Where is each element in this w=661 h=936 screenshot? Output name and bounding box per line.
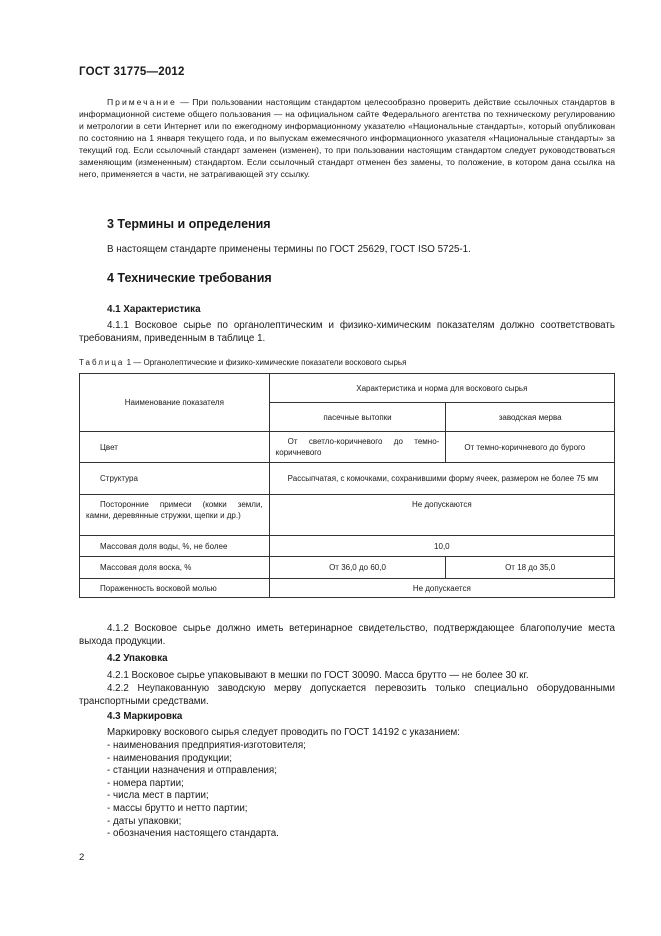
- table-head-group: Характеристика и норма для воскового сырья: [269, 374, 614, 403]
- table-1: [79, 373, 615, 598]
- row-water-value: 10,0: [269, 536, 614, 557]
- list-item: - наименования продукции;: [107, 752, 232, 764]
- list-item: - наименования предприятия-изготовителя;: [107, 740, 306, 751]
- list-item: - даты упаковки;: [107, 815, 182, 827]
- list-item: - номера партии;: [107, 777, 184, 789]
- section-4-1-1-text: 4.1.1 Восковое сырье по органолептическим и физико-химическим показателям должно соответствовать требованиям, приведенным в таблице 1.: [79, 320, 615, 344]
- document-header: ГОСТ 31775—2012: [79, 66, 185, 78]
- table-caption: [79, 358, 406, 367]
- list-item: - числа мест в партии;: [107, 790, 209, 802]
- row-structure-value: Рассыпчатая, с комочками, сохранившими форму ячеек, размером не более 75 мм: [269, 463, 614, 495]
- row-wax-v1: От 36,0 до 60,0: [269, 557, 446, 579]
- table-row: [80, 432, 615, 463]
- section-4-3-title: 4.3 Маркировка: [107, 711, 183, 722]
- row-impurities-value: Не допускаются: [269, 495, 614, 536]
- row-structure-name: Структура: [80, 463, 270, 495]
- section-4-1-title: 4.1 Характеристика: [107, 304, 201, 315]
- row-water-name: Массовая доля воды, %, не более: [80, 536, 270, 557]
- table-row: [80, 557, 615, 579]
- section-4-2-title: 4.2 Упаковка: [107, 653, 168, 664]
- table-row: [80, 536, 615, 557]
- section-4-3-text: Маркировку воскового сырья следует проводить по ГОСТ 14192 с указанием:: [107, 727, 460, 738]
- table-head-name: Наименование показателя: [80, 374, 270, 432]
- section-4-2-2-text: 4.2.2 Неупакованную заводскую мерву допускается перевозить только специально оборудованными транспортными средствами.: [79, 683, 615, 707]
- row-color-v2: От темно-коричневого до бурого: [446, 432, 615, 463]
- table-head-col1: пасечные вытопки: [269, 403, 446, 432]
- list-item: - обозначения настоящего стандарта.: [107, 828, 279, 840]
- row-wax-name: Массовая доля воска, %: [80, 557, 270, 579]
- section-3-text: В настоящем стандарте применены термины по ГОСТ 25629, ГОСТ ISO 5725-1.: [107, 244, 471, 255]
- page-number: 2: [79, 852, 85, 863]
- row-wax-v2: От 18 до 35,0: [446, 557, 615, 579]
- note-lead: Примечание: [107, 97, 177, 107]
- note-text: — При пользовании настоящим стандартом целесообразно проверить действие ссылочных стандартов в информационной системе общего пользования — на официальном сайте Федерального агентства по техническому регулированию и метрологии в сети Интернет или по ежегодному информационному указателю «Национальные стандарты», который опубликован по состоянию на 1 января текущего года, и по выпускам ежемесячного информационного указателя «Национальные стандарты» за текущий год. Если ссылочный стандарт заменен (изменен), то при пользовании настоящим стандартом следует руководствоваться заменяющим (измененным) стандартом. Если ссылочный стандарт отменен без замены, то положение, в котором дана ссылка на него, применяется в части, не затрагивающей эту ссылку.: [79, 97, 615, 179]
- row-color-name: Цвет: [80, 432, 270, 463]
- table-row: [80, 579, 615, 598]
- reference-note: [79, 96, 615, 180]
- table-caption-text: 1 — Органолептические и физико-химические показатели воскового сырья: [124, 358, 407, 367]
- row-moth-value: Не допускается: [269, 579, 614, 598]
- table-head-col2: заводская мерва: [446, 403, 615, 432]
- section-4-1-2-text: 4.1.2 Восковое сырье должно иметь ветеринарное свидетельство, подтверждающее благополучие места выхода продукции.: [79, 623, 615, 647]
- table-row: [80, 495, 615, 536]
- row-impurities-name: Посторонние примеси (комки земли, камни, деревянные стружки, щепки и др.): [80, 495, 270, 536]
- marking-list: [107, 740, 306, 841]
- row-moth-name: Пораженность восковой молью: [80, 579, 270, 598]
- section-4-title: 4 Технические требования: [107, 271, 272, 285]
- list-item: - станции назначения и отправления;: [107, 765, 277, 777]
- row-color-v1: От светло-коричневого до темно-коричневого: [269, 432, 446, 463]
- table-caption-lead: Таблица: [79, 358, 125, 367]
- section-3-title: 3 Термины и определения: [107, 217, 271, 231]
- list-item: - массы брутто и нетто партии;: [107, 802, 248, 814]
- table-row: [80, 463, 615, 495]
- section-4-2-1-text: 4.2.1 Восковое сырье упаковывают в мешки по ГОСТ 30090. Масса брутто — не более 30 кг.: [107, 670, 529, 681]
